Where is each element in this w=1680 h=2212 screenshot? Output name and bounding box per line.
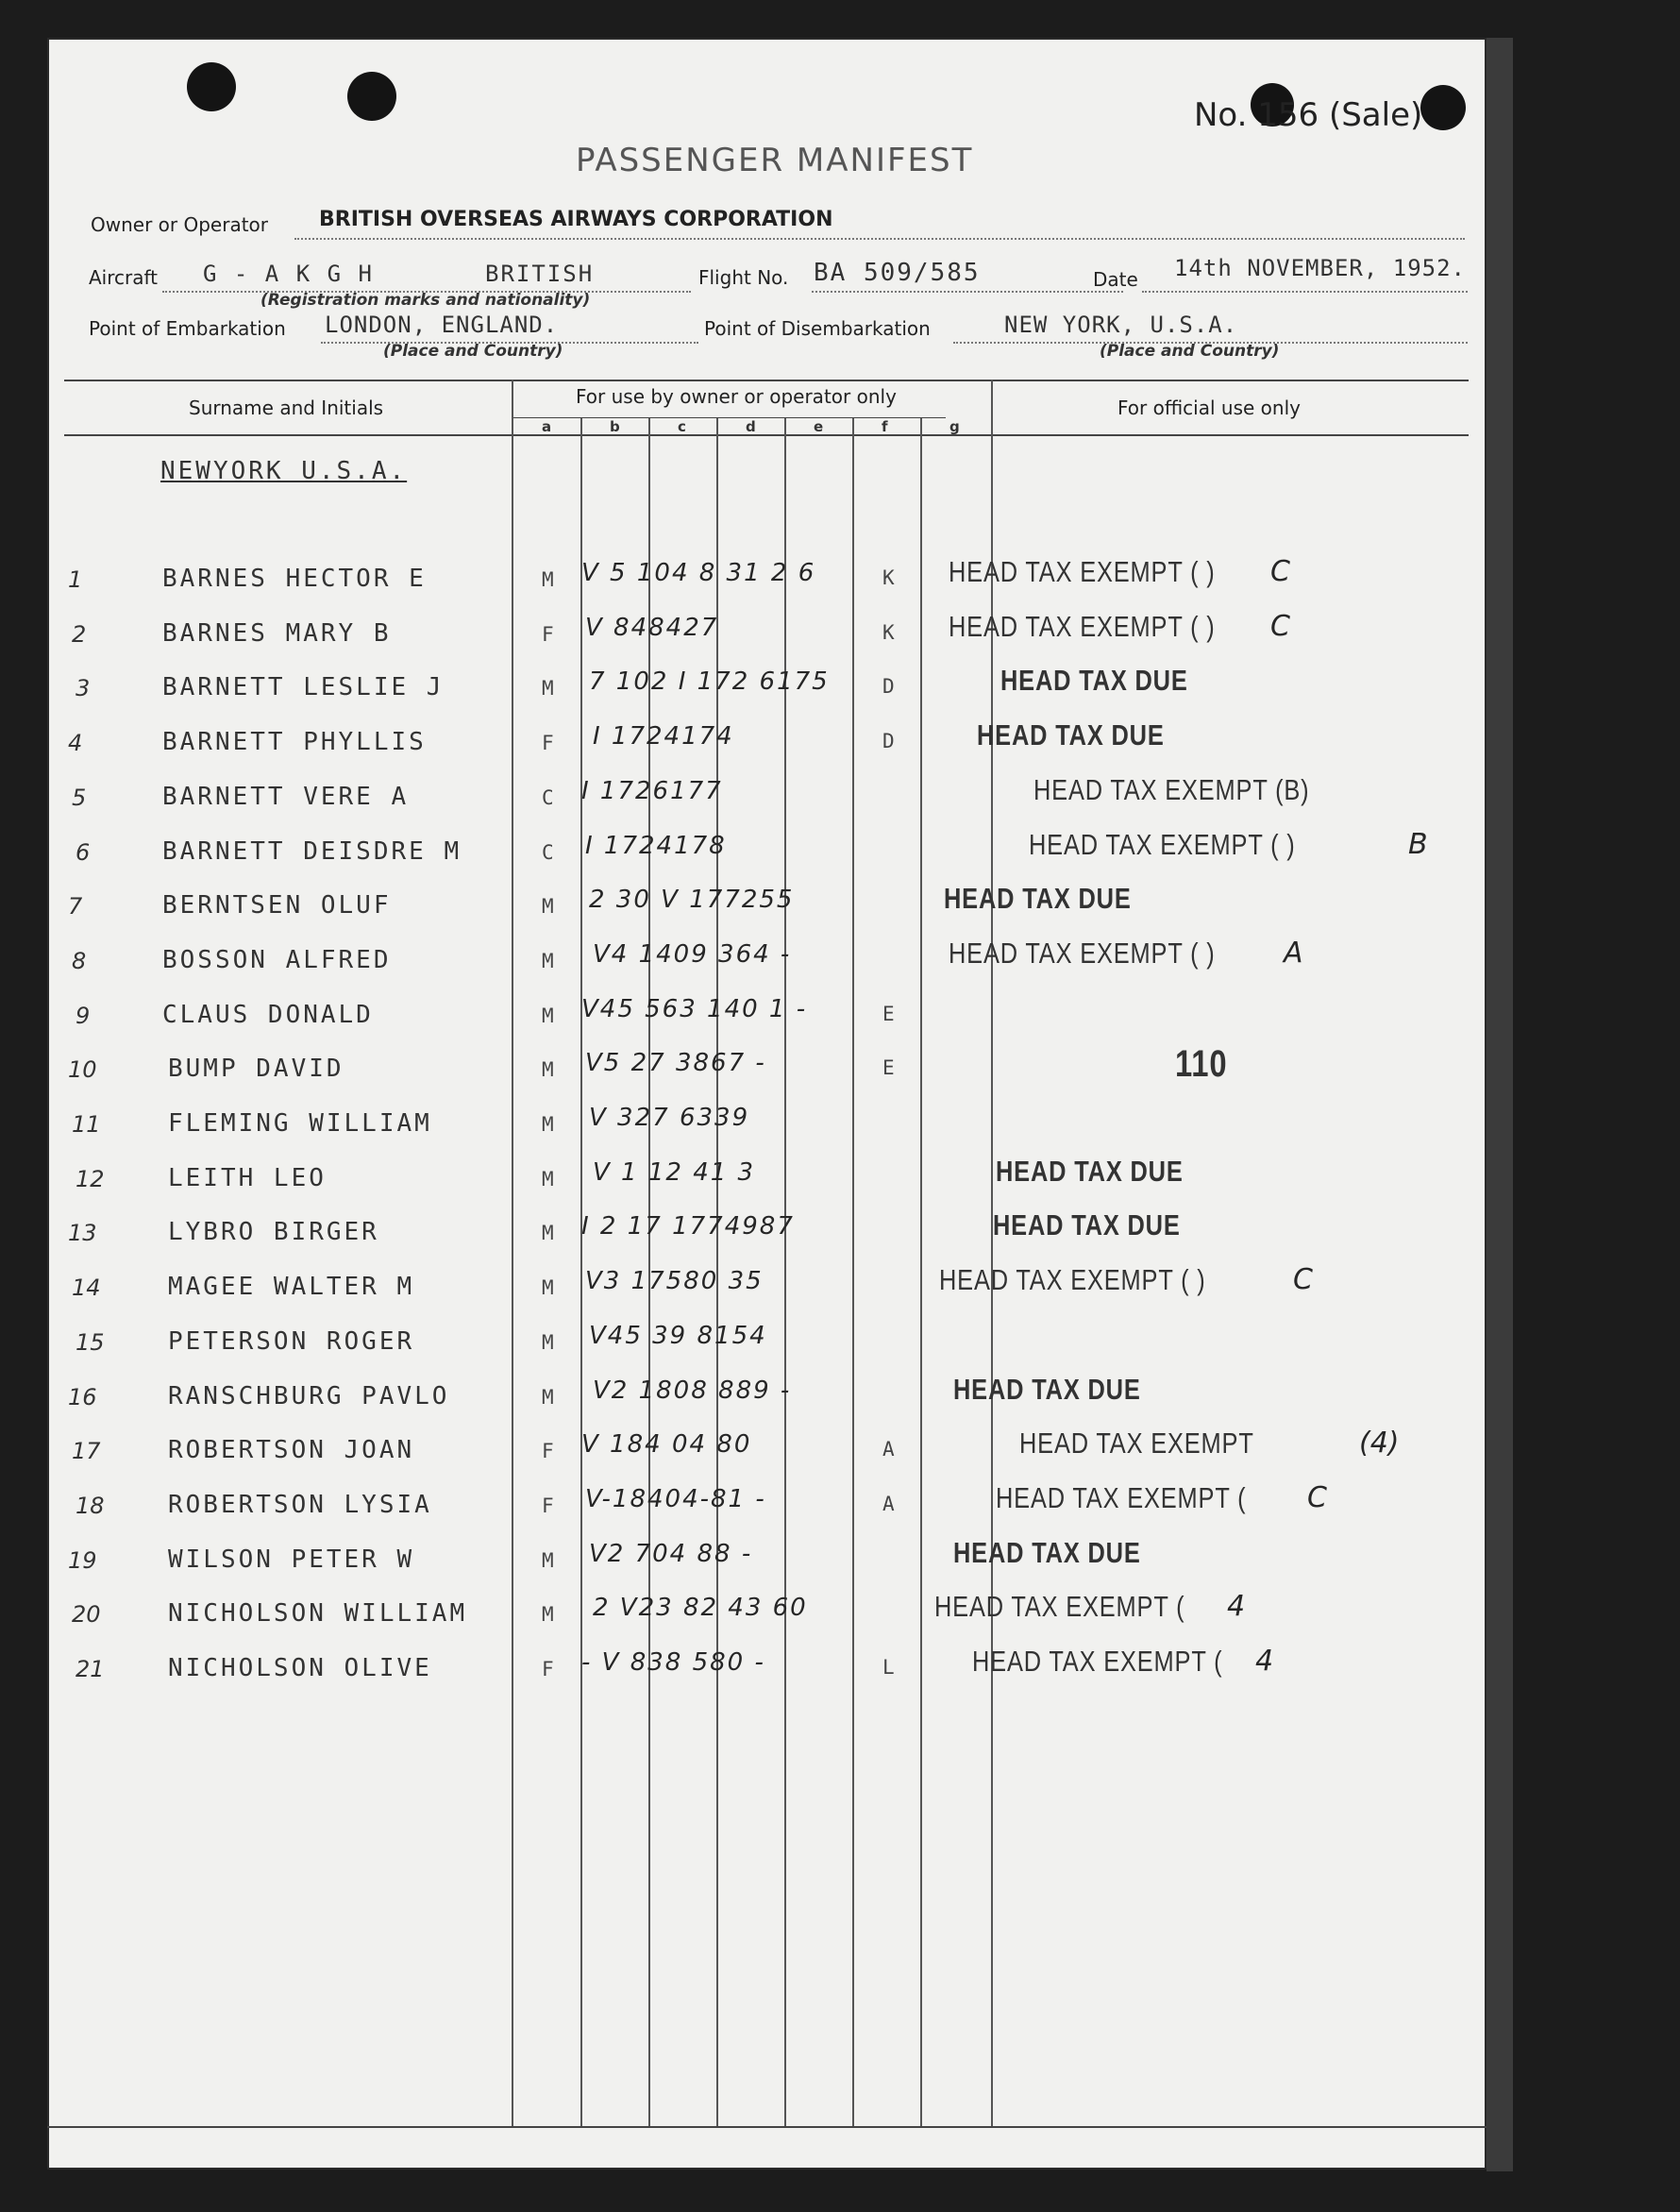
sequence-number: 14 bbox=[72, 1275, 101, 1301]
sequence-number: 21 bbox=[76, 1656, 105, 1682]
page-title: PASSENGER MANIFEST bbox=[576, 142, 974, 179]
passenger-name: LYBRO BIRGER bbox=[168, 1218, 379, 1246]
table-row bbox=[47, 1155, 1487, 1211]
sequence-number: 15 bbox=[76, 1329, 105, 1356]
table-row bbox=[47, 1043, 1487, 1102]
sex-code: M bbox=[542, 1549, 554, 1572]
aircraft-nationality: BRITISH bbox=[485, 261, 595, 287]
class-code: K bbox=[882, 566, 895, 589]
passenger-name: ROBERTSON LYSIA bbox=[168, 1491, 432, 1519]
passport-number: I 2 17 1774987 bbox=[581, 1212, 795, 1241]
official-stamp: HEAD TAX EXEMPT ( ) bbox=[949, 937, 1216, 970]
passport-number: V4 1409 364 - bbox=[593, 940, 792, 969]
table-row bbox=[47, 882, 1487, 938]
table-row bbox=[47, 1590, 1487, 1646]
official-mark: C bbox=[1270, 555, 1290, 588]
passport-number: 7 102 I 172 6175 bbox=[589, 667, 830, 696]
official-stamp: HEAD TAX DUE bbox=[953, 1536, 1141, 1569]
passenger-name: BARNETT LESLIE J bbox=[162, 673, 445, 701]
sequence-number: 19 bbox=[68, 1547, 97, 1574]
official-stamp: HEAD TAX EXEMPT ( bbox=[934, 1590, 1185, 1623]
embarkation-label: Point of Embarkation bbox=[89, 317, 286, 340]
sequence-number: 4 bbox=[68, 730, 83, 756]
official-stamp: HEAD TAX EXEMPT bbox=[1019, 1427, 1254, 1460]
passenger-name: BERNTSEN OLUF bbox=[162, 891, 392, 920]
owner-value: BRITISH OVERSEAS AIRWAYS CORPORATION bbox=[319, 208, 833, 231]
sex-code: F bbox=[542, 732, 554, 754]
table-row bbox=[47, 773, 1487, 830]
aircraft-registration: G - A K G H bbox=[203, 261, 374, 287]
manifest-number: No. 156 (Sale) bbox=[1194, 96, 1423, 134]
passenger-name: ROBERTSON JOAN bbox=[168, 1436, 415, 1464]
official-stamp: HEAD TAX EXEMPT ( bbox=[972, 1645, 1223, 1678]
passenger-name: BOSSON ALFRED bbox=[162, 946, 392, 974]
passport-number: V45 563 140 1 - bbox=[581, 995, 808, 1023]
class-code: E bbox=[882, 1003, 895, 1025]
sex-code: F bbox=[542, 1658, 554, 1680]
owner-column-header: For use by owner or operator only bbox=[576, 385, 897, 408]
official-mark: 4 bbox=[1255, 1645, 1274, 1678]
sex-code: F bbox=[542, 623, 554, 646]
sex-code: C bbox=[542, 841, 554, 864]
sex-code: M bbox=[542, 1113, 554, 1136]
sequence-number: 12 bbox=[76, 1166, 105, 1192]
subheader-rule bbox=[512, 417, 946, 418]
sequence-number: 20 bbox=[72, 1601, 101, 1628]
column-letter-c: c bbox=[678, 418, 686, 435]
surname-column-header: Surname and Initials bbox=[189, 397, 384, 419]
passport-number: I 1724178 bbox=[585, 832, 727, 860]
sex-code: C bbox=[542, 786, 554, 809]
official-stamp: HEAD TAX EXEMPT ( ) bbox=[1029, 828, 1296, 861]
class-code: A bbox=[882, 1438, 895, 1461]
official-stamp: HEAD TAX DUE bbox=[977, 718, 1165, 751]
column-letter-b: b bbox=[610, 418, 620, 435]
passport-number: V45 39 8154 bbox=[589, 1322, 767, 1350]
sequence-number: 7 bbox=[68, 893, 83, 920]
sequence-number: 2 bbox=[72, 621, 87, 648]
sex-code: M bbox=[542, 895, 554, 918]
official-stamp: HEAD TAX EXEMPT ( ) bbox=[949, 610, 1216, 643]
column-letter-e: e bbox=[814, 418, 824, 435]
official-mark: C bbox=[1270, 610, 1290, 643]
table-row bbox=[47, 664, 1487, 720]
destination-line: NEWYORK U.S.A. bbox=[160, 457, 408, 485]
table-row bbox=[47, 1645, 1487, 1701]
sequence-number: 3 bbox=[76, 675, 91, 701]
sex-code: M bbox=[542, 1222, 554, 1244]
table-row bbox=[47, 1481, 1487, 1538]
sequence-number: 1 bbox=[68, 566, 83, 593]
sequence-number: 18 bbox=[76, 1493, 105, 1519]
owner-label: Owner or Operator bbox=[91, 213, 268, 236]
sequence-number: 10 bbox=[68, 1056, 97, 1083]
table-row bbox=[47, 718, 1487, 775]
sequence-number: 6 bbox=[76, 839, 91, 866]
passenger-name: BARNES HECTOR E bbox=[162, 565, 427, 593]
sex-code: F bbox=[542, 1494, 554, 1517]
official-stamp: HEAD TAX EXEMPT (B) bbox=[1033, 773, 1310, 806]
passport-number: V 1 12 41 3 bbox=[593, 1158, 756, 1187]
passenger-name: BARNETT PHYLLIS bbox=[162, 728, 427, 756]
table-row bbox=[47, 1373, 1487, 1429]
sex-code: M bbox=[542, 950, 554, 972]
column-letter-d: d bbox=[746, 418, 756, 435]
column-letter-g: g bbox=[949, 418, 960, 435]
official-stamp: HEAD TAX DUE bbox=[953, 1373, 1141, 1406]
sex-code: M bbox=[542, 1058, 554, 1081]
table-row bbox=[47, 995, 1487, 1048]
passport-number: V2 1808 889 - bbox=[593, 1376, 792, 1405]
embarkation-note: (Place and Country) bbox=[383, 342, 563, 361]
sex-code: M bbox=[542, 1168, 554, 1190]
sequence-number: 8 bbox=[72, 948, 87, 974]
official-column-header: For official use only bbox=[1117, 397, 1301, 419]
passport-number: V 5 104 8 31 2 6 bbox=[581, 559, 816, 587]
date-underline bbox=[1142, 291, 1468, 293]
sequence-number: 11 bbox=[72, 1111, 101, 1138]
official-stamp: HEAD TAX EXEMPT ( bbox=[996, 1481, 1247, 1514]
scan-edge bbox=[1487, 38, 1513, 2171]
class-code: L bbox=[882, 1656, 895, 1679]
class-code: D bbox=[882, 675, 895, 698]
sequence-number: 16 bbox=[68, 1384, 97, 1410]
column-letter-f: f bbox=[882, 418, 888, 435]
table-row bbox=[47, 1427, 1487, 1483]
passenger-name: LEITH LEO bbox=[168, 1164, 327, 1192]
official-mark: 4 bbox=[1227, 1590, 1246, 1623]
sex-code: M bbox=[542, 1276, 554, 1299]
flight-value: BA 509/585 bbox=[814, 259, 981, 287]
table-row bbox=[47, 1104, 1487, 1157]
official-mark: 110 bbox=[1175, 1043, 1228, 1085]
table-row bbox=[47, 1536, 1487, 1593]
official-mark: (4) bbox=[1359, 1427, 1400, 1460]
official-mark: A bbox=[1284, 937, 1303, 970]
class-code: D bbox=[882, 730, 895, 752]
aircraft-label: Aircraft bbox=[89, 266, 159, 289]
disembarkation-label: Point of Disembarkation bbox=[704, 317, 931, 340]
passport-number: 2 V23 82 43 60 bbox=[593, 1594, 808, 1622]
official-mark: B bbox=[1408, 828, 1428, 861]
table-top-rule bbox=[64, 380, 1469, 381]
passenger-name: FLEMING WILLIAM bbox=[168, 1109, 432, 1138]
class-code: A bbox=[882, 1493, 895, 1515]
official-stamp: HEAD TAX DUE bbox=[944, 882, 1132, 915]
sex-code: M bbox=[542, 1331, 554, 1354]
passenger-name: BUMP DAVID bbox=[168, 1055, 344, 1083]
table-row bbox=[47, 1208, 1487, 1265]
passport-number: I 1724174 bbox=[593, 722, 734, 751]
passport-number: V3 17580 35 bbox=[585, 1267, 764, 1295]
sex-code: F bbox=[542, 1440, 554, 1462]
table-header-rule bbox=[64, 434, 1469, 436]
passenger-name: CLAUS DONALD bbox=[162, 1001, 374, 1029]
manifest-page bbox=[47, 38, 1487, 2170]
flight-label: Flight No. bbox=[698, 266, 789, 289]
sex-code: M bbox=[542, 1603, 554, 1626]
sex-code: M bbox=[542, 677, 554, 700]
sequence-number: 17 bbox=[72, 1438, 101, 1464]
passport-number: - V 838 580 - bbox=[581, 1648, 765, 1677]
table-row bbox=[47, 555, 1487, 612]
embarkation-value: LONDON, ENGLAND. bbox=[325, 312, 559, 338]
sequence-number: 9 bbox=[76, 1003, 91, 1029]
official-stamp: HEAD TAX DUE bbox=[1000, 664, 1188, 697]
passport-number: 2 30 V 177255 bbox=[589, 886, 795, 914]
table-row bbox=[47, 828, 1487, 885]
sex-code: M bbox=[542, 1005, 554, 1027]
sequence-number: 13 bbox=[68, 1220, 97, 1246]
punch-hole-icon bbox=[187, 62, 236, 111]
official-stamp: HEAD TAX EXEMPT ( ) bbox=[939, 1263, 1206, 1296]
passenger-name: BARNETT VERE A bbox=[162, 783, 410, 811]
column-letter-a: a bbox=[542, 418, 552, 435]
passport-number: V 848427 bbox=[585, 614, 719, 642]
passport-number: V 327 6339 bbox=[589, 1104, 750, 1132]
passport-number: V 184 04 80 bbox=[581, 1430, 752, 1459]
date-value: 14th NOVEMBER, 1952. bbox=[1174, 255, 1466, 281]
table-row bbox=[47, 1322, 1487, 1375]
official-mark: C bbox=[1293, 1263, 1313, 1296]
official-stamp: HEAD TAX DUE bbox=[996, 1155, 1184, 1188]
class-code: K bbox=[882, 621, 895, 644]
sequence-number: 5 bbox=[72, 785, 87, 811]
sex-code: M bbox=[542, 1386, 554, 1409]
official-stamp: HEAD TAX DUE bbox=[993, 1208, 1181, 1241]
passport-number: I 1726177 bbox=[581, 777, 723, 805]
passenger-name: PETERSON ROGER bbox=[168, 1327, 415, 1356]
passenger-name: WILSON PETER W bbox=[168, 1545, 415, 1574]
passport-number: V5 27 3867 - bbox=[585, 1049, 766, 1077]
passenger-name: BARNETT DEISDRE M bbox=[162, 837, 462, 866]
aircraft-note: (Registration marks and nationality) bbox=[260, 291, 591, 310]
punch-hole-icon bbox=[1420, 85, 1466, 130]
passenger-name: NICHOLSON WILLIAM bbox=[168, 1599, 468, 1628]
passenger-name: RANSCHBURG PAVLO bbox=[168, 1382, 450, 1410]
table-row bbox=[47, 937, 1487, 993]
disembarkation-note: (Place and Country) bbox=[1100, 342, 1280, 361]
table-bottom-rule bbox=[47, 2126, 1487, 2128]
passport-number: V2 704 88 - bbox=[589, 1540, 753, 1568]
flight-underline bbox=[812, 291, 1123, 293]
official-mark: C bbox=[1307, 1481, 1327, 1514]
disembarkation-value: NEW YORK, U.S.A. bbox=[1004, 312, 1238, 338]
class-code: E bbox=[882, 1056, 895, 1079]
sex-code: M bbox=[542, 568, 554, 591]
owner-underline bbox=[294, 238, 1465, 240]
table-row bbox=[47, 610, 1487, 667]
punch-hole-icon bbox=[347, 72, 396, 121]
table-row bbox=[47, 1263, 1487, 1320]
passenger-name: MAGEE WALTER M bbox=[168, 1273, 415, 1301]
passenger-name: NICHOLSON OLIVE bbox=[168, 1654, 432, 1682]
passenger-name: BARNES MARY B bbox=[162, 619, 392, 648]
passport-number: V-18404-81 - bbox=[585, 1485, 766, 1513]
date-label: Date bbox=[1093, 268, 1138, 291]
official-stamp: HEAD TAX EXEMPT ( ) bbox=[949, 555, 1216, 588]
